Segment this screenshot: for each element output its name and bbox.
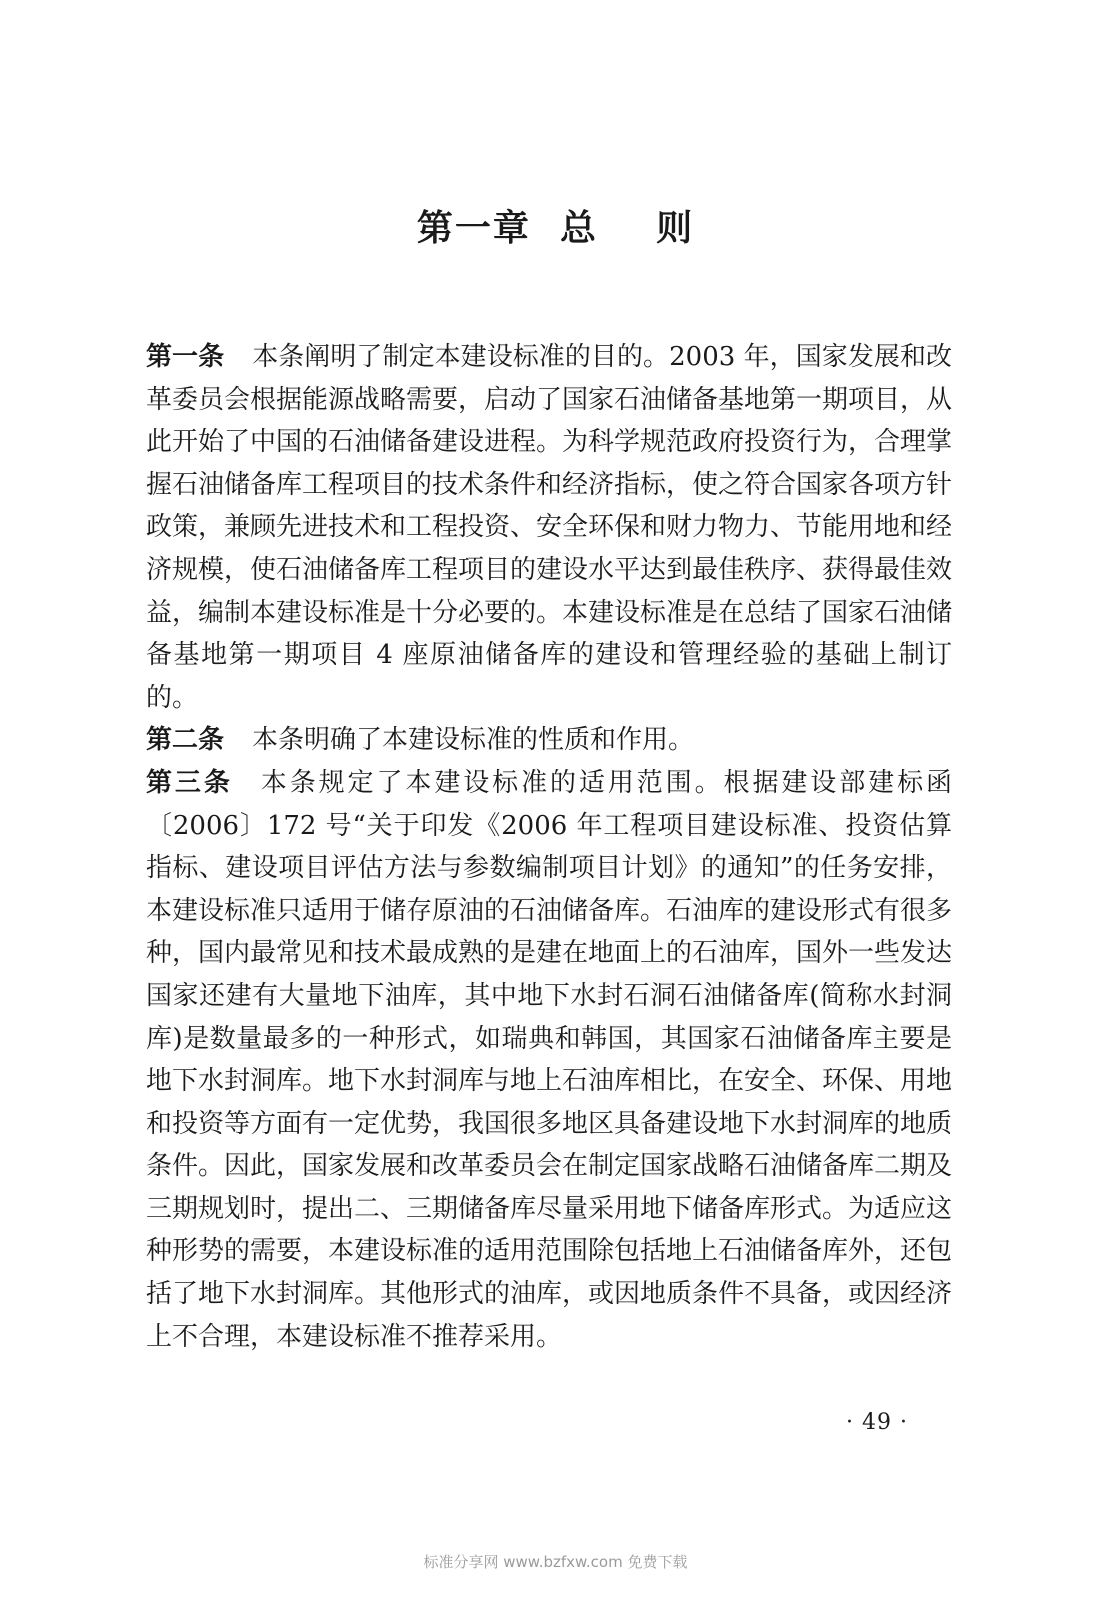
article-text: 本条规定了本建设标准的适用范围。根据建设部建标函〔2006〕172 号“关于印发《2006 年工程项目建设标准、投资估算指标、建设项目评估方法与参数编制项目计划》的通知”的任务安排，本建设标准只适用于储存原油的石油储备库。石油库的建设形式有很多种，国内最常见和技术最成熟的是建在地面上的石油库，国外一些发达国家还建有大量地下油库，其中地下水封石洞石油储备库(简称水封洞库)是数量最多的一种形式，如瑞典和韩国，其国家石油储备库主要是地下水封洞库。地下水封洞库与地上石油库相比，在安全、环保、用地和投资等方面有一定优势，我国很多地区具备建设地下水封洞库的地质条件。因此，国家发展和改革委员会在制定国家战略石油储备库二期及三期规划时，提出二、三期储备库尽量采用地下储备库形式。为适应这种形势的需要，本建设标准的适用范围除包括地上石油储备库外，还包括了地下水封洞库。其他形式的油库，或因地质条件不具备，或因经济上不合理，本建设标准不推荐采用。 xyxy=(146,767,953,1352)
article-text: 本条阐明了制定本建设标准的目的。2003 年，国家发展和改革委员会根据能源战略需要，启动了国家石油储备基地第一期项目，从此开始了中国的石油储备建设进程。为科学规范政府投资行为，合理掌握石油储备库工程项目的技术条件和经济指标，使之符合国家各项方针政策，兼顾先进技术和工程投资、安全环保和财力物力、节能用地和经济规模，使石油储备库工程项目的建设水平达到最佳秩序、获得最佳效益，编制本建设标准是十分必要的。本建设标准是在总结了国家石油储备基地第一期项目 4 座原油储备库的建设和管理经验的基础上制订的。 xyxy=(146,342,953,713)
article-3 xyxy=(146,762,952,1358)
article-2 xyxy=(146,719,952,762)
chapter-title: 第一章 总 则 xyxy=(416,208,695,249)
article-label: 第二条 xyxy=(146,725,225,756)
page-number: · 49 · xyxy=(846,1410,908,1435)
article-label: 第三条 xyxy=(146,767,233,798)
watermark-text: 标准分享网 www.bzfxw.com 免费下载 xyxy=(423,1553,688,1571)
article-label: 第一条 xyxy=(146,342,225,372)
article-text: 本条明确了本建设标准的性质和作用。 xyxy=(252,725,695,756)
article-1 xyxy=(146,336,952,719)
body-text xyxy=(146,336,952,1358)
